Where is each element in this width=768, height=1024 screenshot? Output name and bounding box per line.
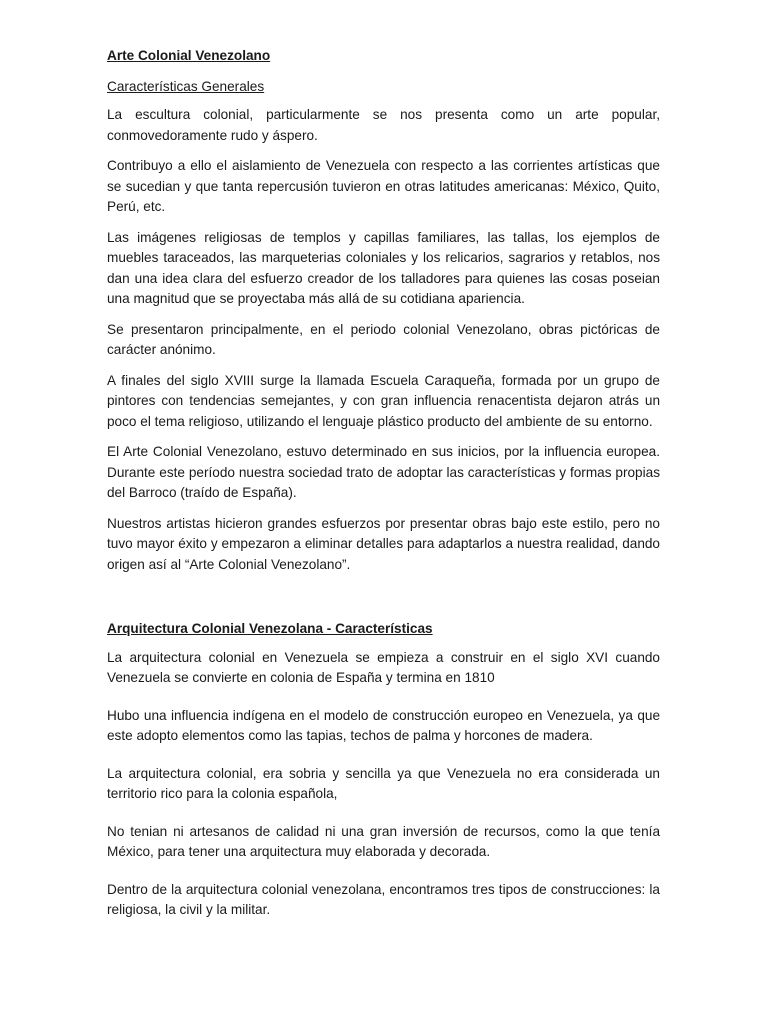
paragraph: Hubo una influencia indígena en el modelo de construcción europeo en Venezuela, ya que este adopto elementos como las tapias, techos de palma y horcones de madera. (107, 707, 660, 743)
paragraph: Nuestros artistas hicieron grandes esfuerzos por presentar obras bajo este estilo, pero no tuvo mayor éxito y empezaron a eliminar detalles para adaptarlos a nuestra realidad, dando origen así al “Arte Colonial Venezolano”. (107, 515, 660, 572)
paragraph: No tenian ni artesanos de calidad ni una gran inversión de recursos, como la que tenía México, para tener una arquitectura muy elaborada y decorada. (107, 823, 660, 859)
paragraph: Las imágenes religiosas de templos y capillas familiares, las tallas, los ejemplos de muebles taraceados, las marqueterias coloniales y los relicarios, sagrarios y retablos, nos dan una idea clara del esfuerzo creador de los talladores para quienes las cosas poseian una magnitud que se proyectaba más allá de su cotidiana apariencia. (107, 229, 660, 306)
paragraph: La arquitectura colonial, era sobria y sencilla ya que Venezuela no era considerada un territorio rico para la colonia española, (107, 765, 660, 801)
document-title: Arte Colonial Venezolano (107, 48, 271, 63)
paragraph: A finales del siglo XVIII surge la llamada Escuela Caraqueña, formada por un grupo de pintores con tendencias semejantes, y con gran influencia renacentista dejaron atrás un poco el tema religioso, utilizando el lenguaje plástico producto del ambiente de su entorno. (107, 372, 660, 429)
paragraph: El Arte Colonial Venezolano, estuvo determinado en sus inicios, por la influencia europea. Durante este período nuestra sociedad trato de adoptar las características y formas propias del Barroco (traído de España). (107, 444, 660, 500)
paragraph: La escultura colonial, particularmente se nos presenta como un arte popular, conmovedoramente rudo y áspero. (107, 107, 660, 143)
section-title: Arquitectura Colonial Venezolana - Características (107, 621, 433, 636)
section-subtitle: Características Generales (107, 78, 265, 94)
paragraph: Contribuyo a ello el aislamiento de Venezuela con respecto a las corrientes artísticas que se sucedian y que tanta repercusión tuvieron en otras latitudes americanas: México, Quito, Perú, etc. (107, 158, 660, 214)
document-page (107, 46, 660, 921)
paragraph: La arquitectura colonial en Venezuela se empieza a construir en el siglo XVI cuando Venezuela se convierte en colonia de España y termina en 1810 (107, 649, 660, 685)
paragraph: Dentro de la arquitectura colonial venezolana, encontramos tres tipos de construcciones: la religiosa, la civil y la militar. (107, 881, 660, 917)
paragraph: Se presentaron principalmente, en el periodo colonial Venezolano, obras pictóricas de carácter anónimo. (107, 321, 660, 357)
